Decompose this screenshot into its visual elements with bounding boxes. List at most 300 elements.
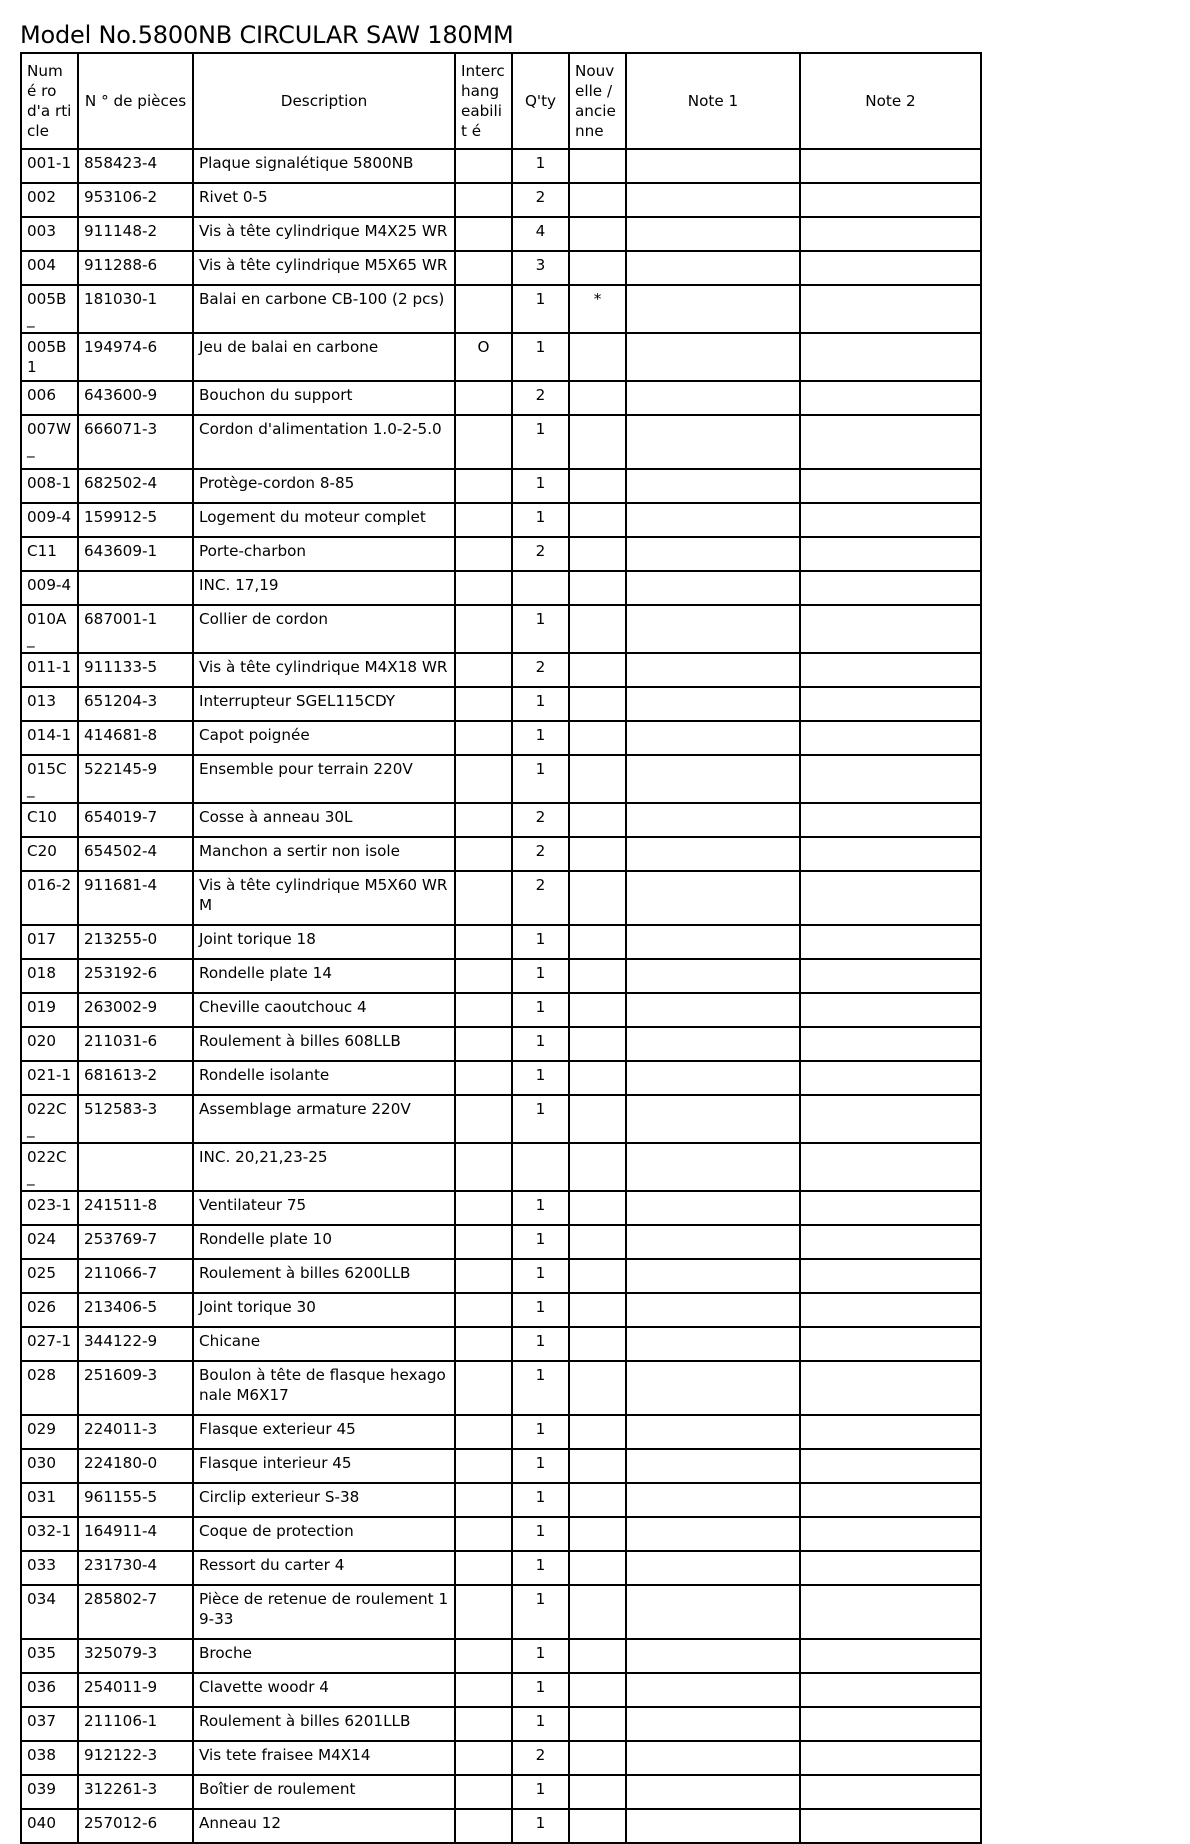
cell-interchangeability xyxy=(455,381,512,415)
cell-part-no: 263002-9 xyxy=(78,993,193,1027)
cell-new-old xyxy=(569,1483,626,1517)
cell-new-old xyxy=(569,251,626,285)
table-row xyxy=(21,1061,981,1095)
cell-item-no: 006 xyxy=(21,381,78,415)
table-row xyxy=(21,1707,981,1741)
cell-description: Balai en carbone CB-100 (2 pcs) xyxy=(193,285,455,333)
cell-item-no: 014-1 xyxy=(21,721,78,755)
table-row xyxy=(21,605,981,653)
cell-qty: 2 xyxy=(512,803,569,837)
cell-interchangeability xyxy=(455,837,512,871)
cell-note-2 xyxy=(800,755,981,803)
cell-new-old xyxy=(569,687,626,721)
cell-interchangeability xyxy=(455,1639,512,1673)
cell-part-no: 253769-7 xyxy=(78,1225,193,1259)
cell-interchangeability xyxy=(455,1259,512,1293)
cell-part-no: 643600-9 xyxy=(78,381,193,415)
cell-part-no: 911133-5 xyxy=(78,653,193,687)
cell-note-1 xyxy=(626,1361,800,1415)
table-row xyxy=(21,1225,981,1259)
cell-note-2 xyxy=(800,1449,981,1483)
table-row xyxy=(21,1259,981,1293)
cell-item-no: 013 xyxy=(21,687,78,721)
cell-qty: 1 xyxy=(512,925,569,959)
cell-new-old xyxy=(569,217,626,251)
cell-note-2 xyxy=(800,503,981,537)
cell-note-1 xyxy=(626,1585,800,1639)
cell-note-2 xyxy=(800,1027,981,1061)
cell-note-2 xyxy=(800,1259,981,1293)
cell-item-no: 011-1 xyxy=(21,653,78,687)
cell-interchangeability xyxy=(455,1483,512,1517)
cell-item-no: 029 xyxy=(21,1415,78,1449)
cell-new-old xyxy=(569,1143,626,1191)
cell-new-old xyxy=(569,1449,626,1483)
parts-table xyxy=(20,52,982,1844)
cell-note-1 xyxy=(626,1061,800,1095)
cell-new-old xyxy=(569,605,626,653)
cell-new-old xyxy=(569,333,626,381)
cell-part-no: 181030-1 xyxy=(78,285,193,333)
cell-qty: 1 xyxy=(512,687,569,721)
page-title: Model No.5800NB CIRCULAR SAW 180MM xyxy=(20,21,514,49)
cell-qty: 1 xyxy=(512,1415,569,1449)
cell-note-2 xyxy=(800,1095,981,1143)
cell-interchangeability xyxy=(455,1225,512,1259)
cell-description: Protège-cordon 8-85 xyxy=(193,469,455,503)
cell-description: Vis à tête cylindrique M4X25 WR xyxy=(193,217,455,251)
cell-note-1 xyxy=(626,871,800,925)
cell-note-2 xyxy=(800,1191,981,1225)
cell-item-no: 017 xyxy=(21,925,78,959)
cell-qty: 1 xyxy=(512,1327,569,1361)
table-row xyxy=(21,571,981,605)
cell-interchangeability xyxy=(455,1585,512,1639)
cell-note-1 xyxy=(626,1483,800,1517)
cell-item-no: 036 xyxy=(21,1673,78,1707)
cell-description: Anneau 12 xyxy=(193,1809,455,1843)
table-row xyxy=(21,1517,981,1551)
cell-part-no: 285802-7 xyxy=(78,1585,193,1639)
cell-new-old xyxy=(569,1551,626,1585)
cell-qty: 1 xyxy=(512,503,569,537)
cell-description: Ventilateur 75 xyxy=(193,1191,455,1225)
table-row xyxy=(21,503,981,537)
cell-note-2 xyxy=(800,1483,981,1517)
cell-description: Coque de protection xyxy=(193,1517,455,1551)
cell-item-no: 010A_ xyxy=(21,605,78,653)
cell-description: INC. 17,19 xyxy=(193,571,455,605)
cell-qty: 1 xyxy=(512,1449,569,1483)
cell-note-2 xyxy=(800,149,981,183)
cell-new-old xyxy=(569,1775,626,1809)
cell-new-old xyxy=(569,1061,626,1095)
cell-new-old xyxy=(569,1095,626,1143)
cell-description: Pièce de retenue de roulement 1 9-33 xyxy=(193,1585,455,1639)
cell-new-old xyxy=(569,653,626,687)
cell-item-no: 002 xyxy=(21,183,78,217)
cell-qty: 2 xyxy=(512,653,569,687)
cell-description: Collier de cordon xyxy=(193,605,455,653)
cell-qty: 1 xyxy=(512,149,569,183)
cell-note-2 xyxy=(800,871,981,925)
cell-qty: 1 xyxy=(512,469,569,503)
cell-item-no: 009-4 xyxy=(21,571,78,605)
cell-note-1 xyxy=(626,1095,800,1143)
cell-description: Boulon à tête de flasque hexago nale M6X17 xyxy=(193,1361,455,1415)
table-row xyxy=(21,1809,981,1843)
header-qty: Q'ty xyxy=(512,53,569,149)
cell-qty: 1 xyxy=(512,1585,569,1639)
cell-item-no: 022C_ xyxy=(21,1143,78,1191)
cell-note-1 xyxy=(626,755,800,803)
cell-note-1 xyxy=(626,1449,800,1483)
cell-item-no: 035 xyxy=(21,1639,78,1673)
cell-new-old xyxy=(569,1707,626,1741)
table-row xyxy=(21,1673,981,1707)
cell-interchangeability xyxy=(455,871,512,925)
cell-new-old xyxy=(569,381,626,415)
cell-item-no: 008-1 xyxy=(21,469,78,503)
cell-note-2 xyxy=(800,217,981,251)
cell-note-2 xyxy=(800,605,981,653)
cell-note-1 xyxy=(626,803,800,837)
cell-part-no: 211106-1 xyxy=(78,1707,193,1741)
cell-interchangeability xyxy=(455,653,512,687)
cell-description: Joint torique 18 xyxy=(193,925,455,959)
cell-qty: 1 xyxy=(512,1259,569,1293)
cell-item-no: 009-4 xyxy=(21,503,78,537)
cell-item-no: 027-1 xyxy=(21,1327,78,1361)
cell-part-no: 224011-3 xyxy=(78,1415,193,1449)
cell-new-old xyxy=(569,415,626,469)
cell-part-no xyxy=(78,1143,193,1191)
cell-new-old xyxy=(569,721,626,755)
cell-note-2 xyxy=(800,687,981,721)
cell-part-no: 666071-3 xyxy=(78,415,193,469)
cell-note-2 xyxy=(800,1775,981,1809)
cell-interchangeability xyxy=(455,1027,512,1061)
cell-qty: 1 xyxy=(512,1361,569,1415)
cell-note-1 xyxy=(626,959,800,993)
cell-item-no: 022C_ xyxy=(21,1095,78,1143)
cell-note-1 xyxy=(626,1775,800,1809)
cell-note-2 xyxy=(800,1225,981,1259)
cell-item-no: 031 xyxy=(21,1483,78,1517)
cell-part-no: 224180-0 xyxy=(78,1449,193,1483)
table-row xyxy=(21,1449,981,1483)
cell-note-1 xyxy=(626,1027,800,1061)
table-row xyxy=(21,1027,981,1061)
cell-note-2 xyxy=(800,571,981,605)
cell-description: Flasque exterieur 45 xyxy=(193,1415,455,1449)
cell-description: Roulement à billes 6200LLB xyxy=(193,1259,455,1293)
cell-note-1 xyxy=(626,381,800,415)
cell-note-1 xyxy=(626,653,800,687)
cell-description: Interrupteur SGEL115CDY xyxy=(193,687,455,721)
cell-interchangeability xyxy=(455,251,512,285)
cell-interchangeability xyxy=(455,1741,512,1775)
cell-item-no: 028 xyxy=(21,1361,78,1415)
header-item-no: Numé ro d'a rticle xyxy=(21,53,78,149)
cell-note-1 xyxy=(626,1639,800,1673)
cell-part-no: 211066-7 xyxy=(78,1259,193,1293)
cell-note-2 xyxy=(800,653,981,687)
table-row xyxy=(21,1095,981,1143)
table-row xyxy=(21,837,981,871)
cell-qty: 2 xyxy=(512,537,569,571)
cell-qty: 1 xyxy=(512,1775,569,1809)
cell-description: Rondelle plate 14 xyxy=(193,959,455,993)
table-row xyxy=(21,1191,981,1225)
cell-note-2 xyxy=(800,415,981,469)
cell-note-1 xyxy=(626,1517,800,1551)
cell-item-no: 004 xyxy=(21,251,78,285)
cell-interchangeability xyxy=(455,993,512,1027)
cell-new-old xyxy=(569,1585,626,1639)
cell-note-2 xyxy=(800,1061,981,1095)
table-row xyxy=(21,381,981,415)
cell-description: Ressort du carter 4 xyxy=(193,1551,455,1585)
cell-interchangeability xyxy=(455,721,512,755)
cell-part-no: 194974-6 xyxy=(78,333,193,381)
table-row xyxy=(21,537,981,571)
cell-description: Capot poignée xyxy=(193,721,455,755)
cell-new-old xyxy=(569,1517,626,1551)
cell-note-1 xyxy=(626,217,800,251)
cell-new-old xyxy=(569,1191,626,1225)
cell-item-no: 005B_ xyxy=(21,285,78,333)
cell-note-1 xyxy=(626,415,800,469)
table-row xyxy=(21,755,981,803)
table-body xyxy=(21,149,981,1843)
cell-description: Cosse à anneau 30L xyxy=(193,803,455,837)
cell-note-2 xyxy=(800,1585,981,1639)
cell-description: Rivet 0-5 xyxy=(193,183,455,217)
cell-item-no: 020 xyxy=(21,1027,78,1061)
cell-new-old xyxy=(569,993,626,1027)
cell-qty: 1 xyxy=(512,993,569,1027)
header-interchangeability: Interc hang eabilit é xyxy=(455,53,512,149)
cell-note-1 xyxy=(626,721,800,755)
cell-interchangeability xyxy=(455,687,512,721)
cell-qty: 2 xyxy=(512,837,569,871)
header-note-2: Note 2 xyxy=(800,53,981,149)
cell-description: Rondelle plate 10 xyxy=(193,1225,455,1259)
cell-note-2 xyxy=(800,993,981,1027)
cell-new-old xyxy=(569,803,626,837)
cell-description: Bouchon du support xyxy=(193,381,455,415)
table-row xyxy=(21,1639,981,1673)
cell-item-no: 038 xyxy=(21,1741,78,1775)
cell-new-old xyxy=(569,1027,626,1061)
cell-note-1 xyxy=(626,1415,800,1449)
cell-qty: 2 xyxy=(512,1741,569,1775)
cell-item-no: 030 xyxy=(21,1449,78,1483)
cell-note-1 xyxy=(626,1293,800,1327)
cell-note-2 xyxy=(800,537,981,571)
cell-qty: 1 xyxy=(512,1095,569,1143)
cell-note-1 xyxy=(626,469,800,503)
cell-note-2 xyxy=(800,1415,981,1449)
cell-interchangeability xyxy=(455,1327,512,1361)
cell-note-1 xyxy=(626,1809,800,1843)
parts-list-page xyxy=(20,20,980,1844)
cell-qty: 1 xyxy=(512,755,569,803)
cell-part-no: 253192-6 xyxy=(78,959,193,993)
cell-note-2 xyxy=(800,1673,981,1707)
table-row xyxy=(21,415,981,469)
cell-note-1 xyxy=(626,1259,800,1293)
table-row xyxy=(21,469,981,503)
cell-note-2 xyxy=(800,251,981,285)
cell-note-2 xyxy=(800,1551,981,1585)
cell-qty: 1 xyxy=(512,285,569,333)
cell-note-2 xyxy=(800,469,981,503)
cell-qty: 1 xyxy=(512,1809,569,1843)
cell-note-2 xyxy=(800,1361,981,1415)
cell-interchangeability xyxy=(455,1095,512,1143)
cell-new-old xyxy=(569,1415,626,1449)
cell-interchangeability xyxy=(455,469,512,503)
cell-part-no: 858423-4 xyxy=(78,149,193,183)
cell-qty: 1 xyxy=(512,333,569,381)
table-header-row xyxy=(21,53,981,149)
cell-part-no xyxy=(78,571,193,605)
cell-interchangeability xyxy=(455,415,512,469)
table-row xyxy=(21,183,981,217)
cell-item-no: 024 xyxy=(21,1225,78,1259)
cell-part-no: 911148-2 xyxy=(78,217,193,251)
cell-interchangeability xyxy=(455,217,512,251)
table-row xyxy=(21,871,981,925)
cell-note-2 xyxy=(800,1143,981,1191)
cell-new-old xyxy=(569,1259,626,1293)
cell-new-old xyxy=(569,1327,626,1361)
cell-new-old xyxy=(569,149,626,183)
cell-part-no: 681613-2 xyxy=(78,1061,193,1095)
cell-note-1 xyxy=(626,571,800,605)
table-row xyxy=(21,1415,981,1449)
cell-description: Chicane xyxy=(193,1327,455,1361)
table-row xyxy=(21,1143,981,1191)
cell-note-1 xyxy=(626,925,800,959)
cell-description: Assemblage armature 220V xyxy=(193,1095,455,1143)
cell-new-old xyxy=(569,183,626,217)
cell-interchangeability xyxy=(455,1061,512,1095)
cell-note-2 xyxy=(800,1707,981,1741)
cell-new-old xyxy=(569,959,626,993)
cell-note-1 xyxy=(626,333,800,381)
cell-interchangeability xyxy=(455,571,512,605)
table-row xyxy=(21,1585,981,1639)
cell-item-no: 018 xyxy=(21,959,78,993)
cell-interchangeability xyxy=(455,1707,512,1741)
cell-item-no: 003 xyxy=(21,217,78,251)
cell-qty: 1 xyxy=(512,1707,569,1741)
cell-part-no: 414681-8 xyxy=(78,721,193,755)
cell-qty xyxy=(512,1143,569,1191)
cell-note-1 xyxy=(626,537,800,571)
cell-part-no: 254011-9 xyxy=(78,1673,193,1707)
cell-description: Jeu de balai en carbone xyxy=(193,333,455,381)
table-row xyxy=(21,721,981,755)
cell-qty: 4 xyxy=(512,217,569,251)
cell-qty: 2 xyxy=(512,381,569,415)
cell-description: Cordon d'alimentation 1.0-2-5.0 xyxy=(193,415,455,469)
cell-part-no: 687001-1 xyxy=(78,605,193,653)
cell-item-no: 015C_ xyxy=(21,755,78,803)
cell-item-no: C20 xyxy=(21,837,78,871)
cell-note-1 xyxy=(626,1707,800,1741)
table-row xyxy=(21,1741,981,1775)
cell-description: Vis à tête cylindrique M4X18 WR xyxy=(193,653,455,687)
cell-qty: 1 xyxy=(512,1191,569,1225)
cell-note-2 xyxy=(800,1293,981,1327)
cell-interchangeability xyxy=(455,285,512,333)
cell-qty xyxy=(512,571,569,605)
cell-item-no: 037 xyxy=(21,1707,78,1741)
cell-note-2 xyxy=(800,721,981,755)
cell-new-old xyxy=(569,755,626,803)
cell-item-no: 021-1 xyxy=(21,1061,78,1095)
cell-qty: 1 xyxy=(512,1517,569,1551)
cell-note-2 xyxy=(800,1809,981,1843)
cell-interchangeability xyxy=(455,605,512,653)
cell-description: Ensemble pour terrain 220V xyxy=(193,755,455,803)
table-row xyxy=(21,149,981,183)
cell-description: INC. 20,21,23-25 xyxy=(193,1143,455,1191)
cell-part-no: 231730-4 xyxy=(78,1551,193,1585)
cell-part-no: 643609-1 xyxy=(78,537,193,571)
header-new-old: Nouv elle / ancie nne xyxy=(569,53,626,149)
cell-note-1 xyxy=(626,1673,800,1707)
table-row xyxy=(21,1327,981,1361)
cell-part-no: 953106-2 xyxy=(78,183,193,217)
cell-qty: 1 xyxy=(512,605,569,653)
cell-interchangeability xyxy=(455,925,512,959)
cell-new-old xyxy=(569,837,626,871)
cell-part-no: 211031-6 xyxy=(78,1027,193,1061)
cell-item-no: 034 xyxy=(21,1585,78,1639)
cell-description: Vis tete fraisee M4X14 xyxy=(193,1741,455,1775)
cell-new-old xyxy=(569,1639,626,1673)
cell-qty: 3 xyxy=(512,251,569,285)
cell-description: Cheville caoutchouc 4 xyxy=(193,993,455,1027)
cell-note-1 xyxy=(626,285,800,333)
cell-item-no: 039 xyxy=(21,1775,78,1809)
cell-interchangeability xyxy=(455,959,512,993)
table-row xyxy=(21,217,981,251)
cell-qty: 1 xyxy=(512,1225,569,1259)
cell-part-no: 213406-5 xyxy=(78,1293,193,1327)
cell-note-2 xyxy=(800,1327,981,1361)
table-row xyxy=(21,959,981,993)
cell-note-1 xyxy=(626,1327,800,1361)
cell-description: Plaque signalétique 5800NB xyxy=(193,149,455,183)
cell-new-old xyxy=(569,925,626,959)
cell-part-no: 651204-3 xyxy=(78,687,193,721)
cell-note-1 xyxy=(626,503,800,537)
cell-note-1 xyxy=(626,183,800,217)
cell-part-no: 159912-5 xyxy=(78,503,193,537)
cell-interchangeability xyxy=(455,149,512,183)
cell-item-no: 032-1 xyxy=(21,1517,78,1551)
cell-part-no: 522145-9 xyxy=(78,755,193,803)
table-row xyxy=(21,1483,981,1517)
cell-qty: 1 xyxy=(512,1639,569,1673)
cell-interchangeability xyxy=(455,503,512,537)
